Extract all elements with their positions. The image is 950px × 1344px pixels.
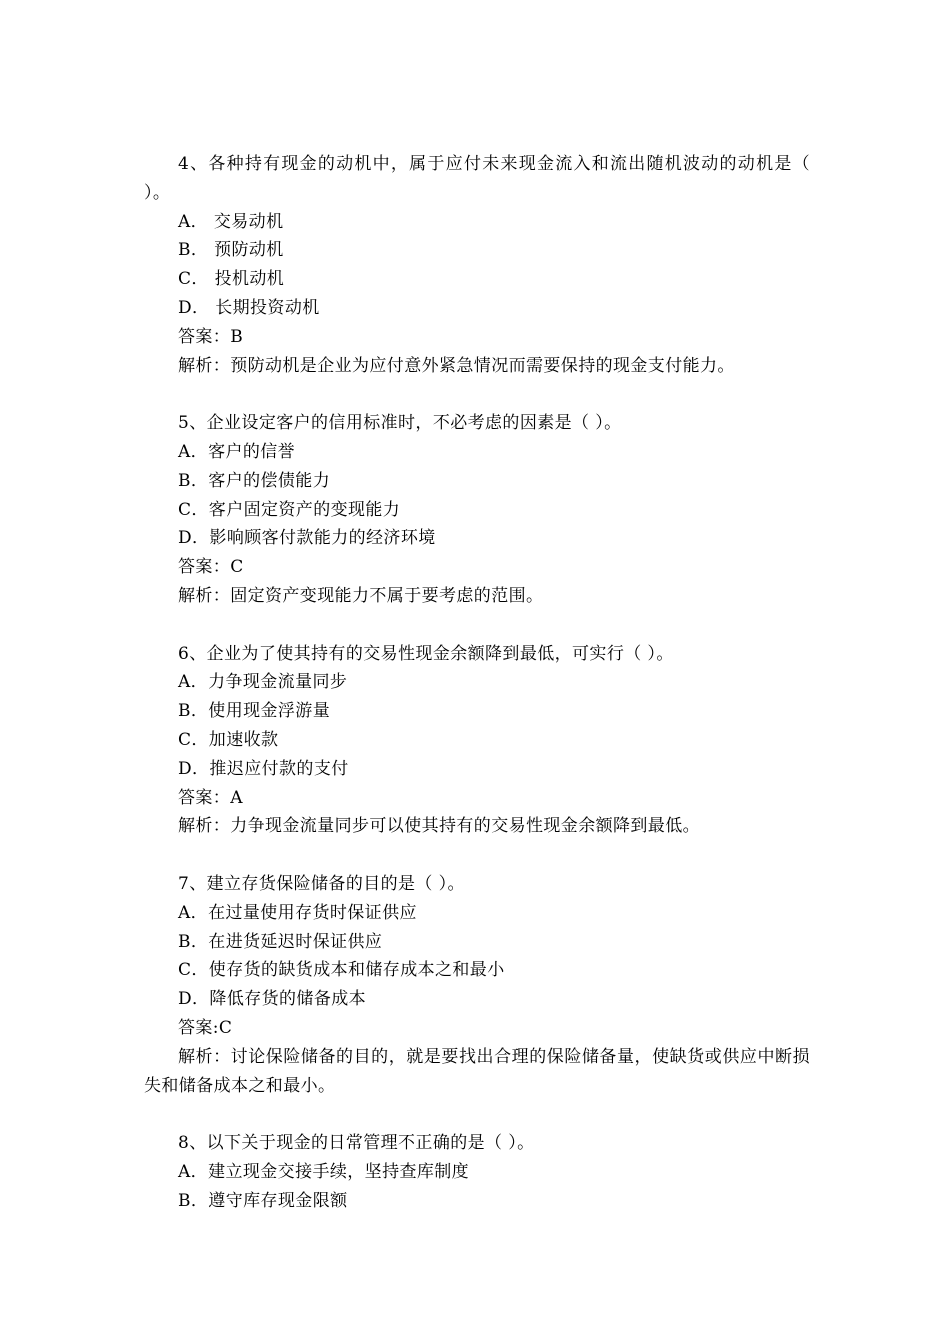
analysis: 解析：力争现金流量同步可以使其持有的交易性现金余额降到最低。 [178,816,700,837]
question-8 [144,1129,810,1215]
analysis: 解析：预防动机是企业为应付意外紧急情况而需要保持的现金支付能力。 [178,355,735,376]
document-body [144,150,810,1215]
question-stem: 8、以下关于现金的日常管理不正确的是（ ）。 [178,1133,535,1154]
option-c: C．使存货的缺货成本和储存成本之和最小 [178,960,505,981]
question-4 [144,150,810,380]
question-stem: 4、各种持有现金的动机中，属于应付未来现金流入和流出随机波动的动机是（ ）。 [144,154,810,203]
option-a: A．在过量使用存货时保证供应 [178,902,417,923]
option-b: B．在进货延迟时保证供应 [178,931,383,952]
question-spacer [144,380,810,409]
option-b: B．客户的偿债能力 [178,470,331,491]
analysis: 解析：固定资产变现能力不属于要考虑的范围。 [178,585,544,606]
answer: 答案：C [178,557,244,578]
question-spacer [144,841,810,870]
option-c: C．客户固定资产的变现能力 [178,499,401,520]
option-c: C．加速收款 [178,729,279,750]
answer: 答案：B [178,326,244,347]
option-b: B．使用现金浮游量 [178,701,331,722]
question-7 [144,870,810,1100]
option-d: D． 长期投资动机 [178,297,320,318]
option-a: A．力争现金流量同步 [178,672,348,693]
option-d: D．推迟应付款的支付 [178,758,349,779]
option-a: A． 交易动机 [178,211,284,232]
answer: 答案：A [178,787,243,808]
question-6 [144,640,810,842]
question-stem: 5、企业设定客户的信用标准时，不必考虑的因素是（ ）。 [178,413,622,434]
answer: 答案:C [178,1017,233,1038]
option-d: D．降低存货的储备成本 [178,989,367,1010]
option-d: D．影响顾客付款能力的经济环境 [178,528,436,549]
question-stem: 6、企业为了使其持有的交易性现金余额降到最低，可实行（ ）。 [178,643,674,664]
question-spacer [144,611,810,640]
option-b: B． 预防动机 [178,240,284,261]
question-stem: 7、建立存货保险储备的目的是（ ）。 [178,873,465,894]
analysis: 解析：讨论保险储备的目的，就是要找出合理的保险储备量，使缺货或供应中断损失和储备成本之和最小。 [144,1046,810,1096]
option-a: A．客户的信誉 [178,441,296,462]
option-c: C． 投机动机 [178,269,285,290]
question-spacer [144,1100,810,1129]
option-a: A．建立现金交接手续，坚持查库制度 [178,1161,470,1182]
question-5 [144,409,810,611]
option-b: B．遵守库存现金限额 [178,1190,348,1211]
